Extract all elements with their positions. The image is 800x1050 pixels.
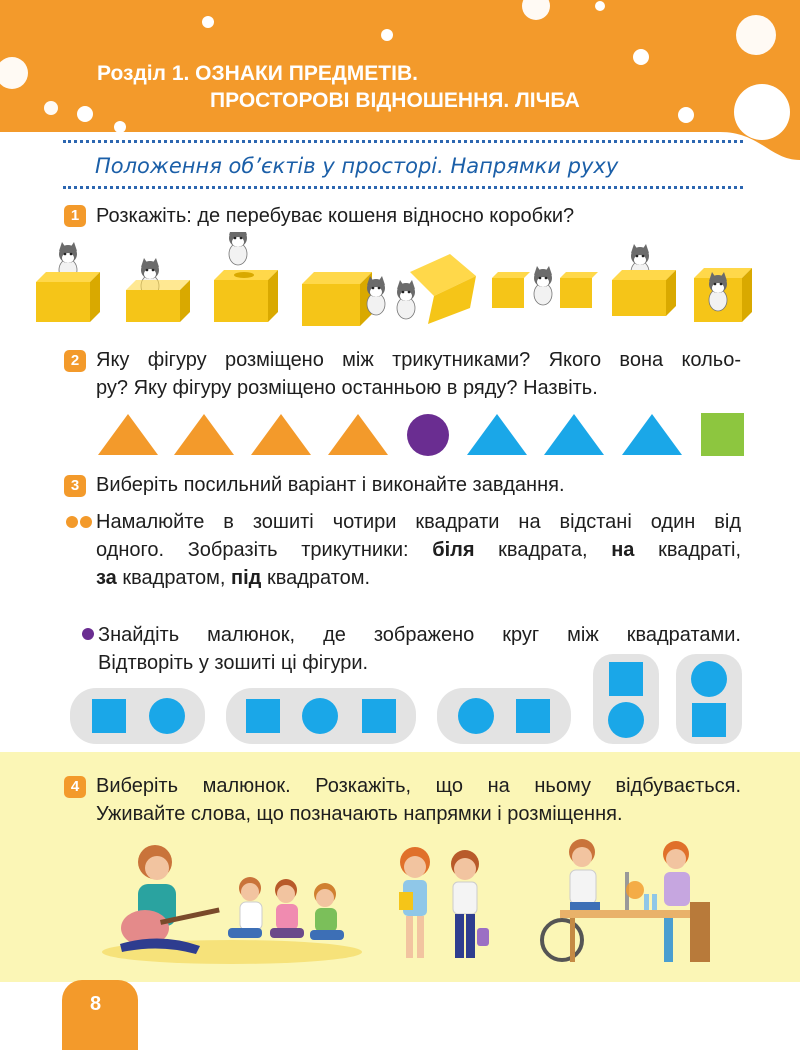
two-girls-illustration[interactable] <box>385 840 495 965</box>
keyword-on: на <box>611 539 635 561</box>
kittens-and-boxes-illustration <box>30 232 780 332</box>
variant-hard-text: одного. Зобразіть трикутники: <box>96 539 433 561</box>
blue-circle <box>149 698 185 734</box>
orange-triangle-2 <box>174 414 234 455</box>
variant-easy-line1: Знайдіть малюнок, де зображено круг між квадратами. <box>98 624 741 646</box>
variant-hard-text: квадратом. <box>261 567 371 589</box>
science-lab-illustration[interactable] <box>540 832 720 970</box>
blue-triangle-3 <box>622 414 682 455</box>
topic-divider-bottom <box>63 186 743 189</box>
task-2-line1: Яку фігуру розміщено між трикутниками? Якого вона кольо- <box>96 349 741 371</box>
task-2-number: 2 <box>64 350 86 372</box>
blue-square <box>362 699 396 733</box>
boxes-kitten-between <box>492 266 598 308</box>
variant-hard-text: квадратом, <box>116 567 232 589</box>
keyword-behind: за <box>96 567 117 589</box>
difficulty-dot-easy <box>82 628 94 640</box>
blue-square <box>92 699 126 733</box>
chapter-header <box>0 0 800 160</box>
option-card-circle-above-square[interactable] <box>676 654 742 744</box>
blue-triangle-1 <box>467 414 527 455</box>
box-kitten-lying-on-top <box>612 244 676 316</box>
topic-divider-top <box>63 140 743 143</box>
keyword-near: біля <box>432 539 475 561</box>
variant-easy-line2: Відтворіть у зошиті ці фігури. <box>98 652 369 674</box>
blue-square <box>609 662 643 696</box>
option-card-square-circle-square[interactable] <box>226 688 416 744</box>
blue-square <box>246 699 280 733</box>
keyword-under: під <box>231 567 262 589</box>
blue-triangle-2 <box>544 414 604 455</box>
chapter-title-line1: Розділ 1. ОЗНАКИ ПРЕДМЕТІВ. <box>97 62 418 85</box>
orange-triangle-4 <box>328 414 388 455</box>
difficulty-dot-2 <box>80 516 92 528</box>
option-card-circle-square[interactable] <box>437 688 571 744</box>
variant-hard-text: квадраті, <box>634 539 741 561</box>
variant-hard-line3 <box>96 564 370 592</box>
music-lesson-illustration[interactable] <box>100 840 365 965</box>
box-kitten-under <box>397 254 476 324</box>
blue-square <box>516 699 550 733</box>
blue-circle <box>458 698 494 734</box>
box-kitten-beside <box>302 272 385 326</box>
task-3-text: Виберіть посильний варіант і виконайте завдання. <box>96 474 565 496</box>
task-2-line2: ру? Яку фігуру розміщено останньою в ряду? Назвіть. <box>96 377 598 399</box>
orange-triangle-1 <box>98 414 158 455</box>
chapter-title-line2: ПРОСТОРОВІ ВІДНОШЕННЯ. ЛІЧБА <box>210 89 580 112</box>
task-4-line2: Уживайте слова, що позначають напрямки і розміщення. <box>96 803 623 825</box>
task-1-text: Розкажіть: де перебуває кошеня відносно коробки? <box>96 205 575 227</box>
variant-hard-line1: Намалюйте в зошиті чотири квадрати на відстані один від <box>96 511 741 533</box>
blue-square <box>692 703 726 737</box>
difficulty-dot-1 <box>66 516 78 528</box>
task-1-number: 1 <box>64 205 86 227</box>
blue-circle <box>302 698 338 734</box>
shapes-row <box>0 400 800 460</box>
option-card-square-above-circle[interactable] <box>593 654 659 744</box>
topic-title: Положення об’єктів у просторі. Напрямки руху <box>95 154 619 178</box>
task-4-line1: Виберіть малюнок. Розкажіть, що на ньому відбувається. <box>96 775 741 797</box>
task-3-number: 3 <box>64 475 86 497</box>
task-4-number: 4 <box>64 776 86 798</box>
variant-hard-text: квадрата, <box>474 539 612 561</box>
blue-circle <box>608 702 644 738</box>
box-kitten-above <box>214 232 278 322</box>
box-kitten-on-top <box>36 242 100 322</box>
blue-circle <box>691 661 727 697</box>
purple-circle <box>407 414 449 456</box>
box-kitten-inside <box>126 258 190 322</box>
variant-hard-line2 <box>96 536 741 564</box>
page-number: 8 <box>90 993 102 1015</box>
option-card-square-circle[interactable] <box>70 688 205 744</box>
green-square <box>701 413 744 456</box>
orange-triangle-3 <box>251 414 311 455</box>
box-kitten-climbing <box>694 268 752 322</box>
